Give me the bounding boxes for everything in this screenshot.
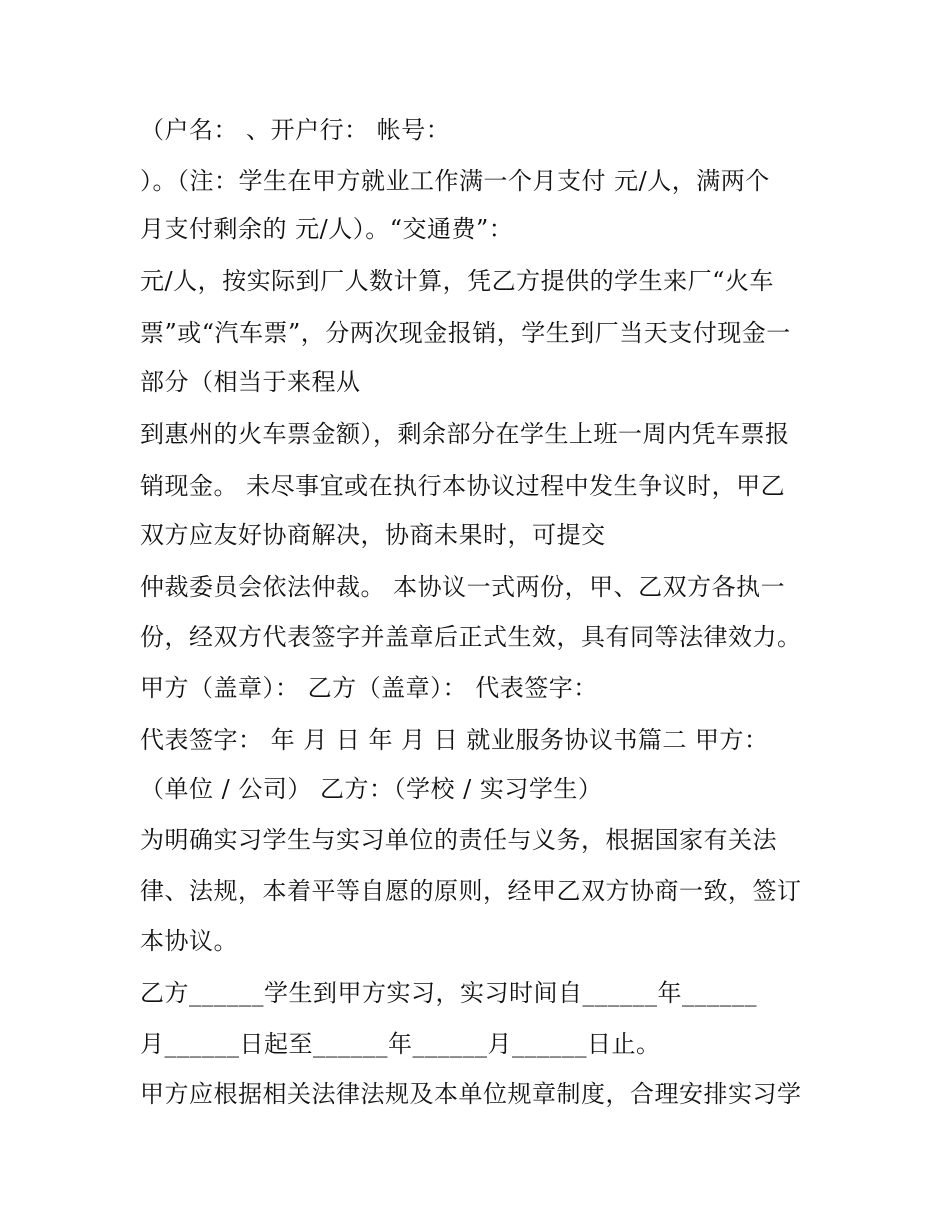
text-line: 月支付剩余的 元/人）。“交通费”：	[140, 215, 514, 243]
text-line: 月______日起至______年______月______日止。	[140, 1030, 661, 1058]
text-line: 到惠州的火车票金额），剩余部分在学生上班一周内凭车票报	[140, 420, 790, 448]
text-line: 仲裁委员会依法仲裁。 本协议一式两份，甲、乙双方各执一	[140, 573, 786, 601]
text-line: 甲方应根据相关法律法规及本单位规章制度，合理安排实习学	[140, 1080, 802, 1108]
text-line: 本协议。	[140, 927, 238, 955]
text-line: 甲方（盖章）： 乙方（盖章）： 代表签字：	[140, 674, 598, 702]
text-line: 双方应友好协商解决，协商未果时，可提交	[140, 521, 606, 549]
text-line: 律、法规，本着平等自愿的原则，经甲乙双方协商一致，签订	[140, 877, 802, 905]
text-line: 票”或“汽车票”，分两次现金报销，学生到厂当天支付现金一	[140, 319, 791, 347]
text-line: 为明确实习学生与实习单位的责任与义务，根据国家有关法	[140, 826, 777, 854]
text-line: 销现金。 未尽事宜或在执行本协议过程中发生争议时，甲乙	[140, 472, 786, 500]
text-line: 代表签字： 年 月 日 年 月 日 就业服务协议书篇二 甲方：	[140, 726, 769, 754]
text-line: 元/人，按实际到厂人数计算，凭乙方提供的学生来厂“火车	[140, 267, 774, 295]
text-line: 份，经双方代表签字并盖章后正式生效，具有同等法律效力。	[140, 623, 802, 651]
text-line: （单位 / 公司） 乙方：（学校 / 实习学生）	[140, 775, 603, 803]
text-line: ）。（注：学生在甲方就业工作满一个月支付 元/人，满两个	[140, 167, 770, 195]
text-line: 部分（相当于来程从	[140, 368, 361, 396]
text-line: （户名： 、开户行： 帐号：	[140, 116, 451, 144]
text-line: 乙方______学生到甲方实习，实习时间自______年______	[140, 979, 757, 1007]
